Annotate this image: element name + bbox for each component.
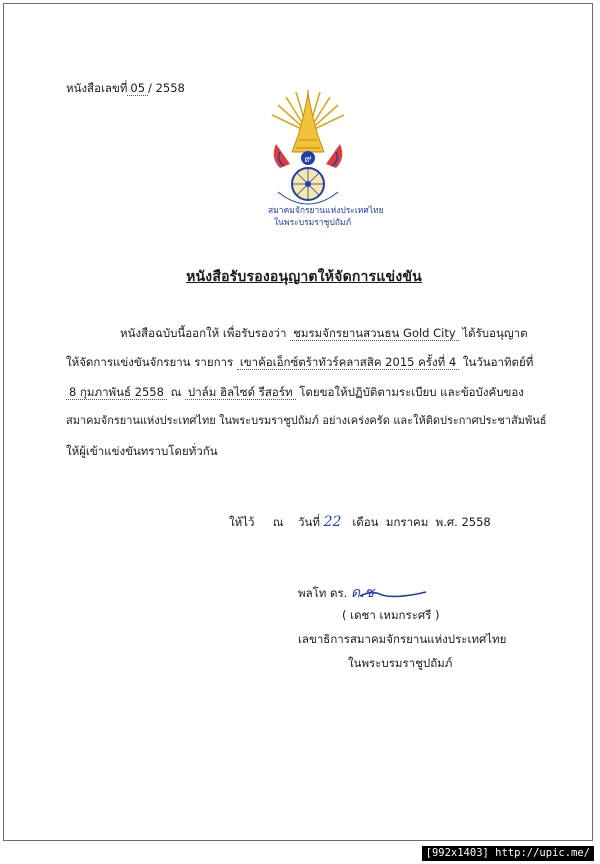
document-page [3,3,593,841]
image-info-bar [422,846,594,861]
body-text: หนังสือฉบับนี้ออกให้ เพื่อรับรองว่า [120,326,287,340]
body-text: ณ [170,385,182,399]
signer-rank: พลโท ดร. [298,586,348,600]
at-label: ณ [272,515,284,529]
body-line-2 [66,355,533,369]
signature-mark: ด.ช [351,585,375,601]
given-label: ให้ไว้ [229,515,255,529]
reference-number-line [66,81,185,95]
signature-stroke [356,588,428,602]
body-line-1 [120,326,528,340]
seal-org-text: สมาคมจักรยานแห่งประเทศไทย [268,206,384,216]
reference-year: / 2558 [148,81,185,95]
body-text: โดยขอให้ปฏิบัติตามระเบียบ และข้อบังคับของ [299,385,524,399]
month-label: เดือน [352,515,379,529]
club-name: ชมรมจักรยานสวนธน Gold City [290,326,459,341]
body-line-3 [66,385,524,399]
month-value: มกราคม [385,515,429,529]
seal-patron-text: ในพระบรมราชูปถัมภ์ [274,218,352,228]
signer-position: เลขาธิการสมาคมจักรยานแห่งประเทศไทย [298,632,507,646]
reference-number: 05 [127,81,148,96]
svg-text:๙: ๙ [304,154,312,165]
body-text: ได้รับอนุญาต [462,326,528,340]
image-info-text: [992x1403] [425,847,489,859]
signer-name: ( เดชา เหมกระศรี ) [342,608,440,622]
handwritten-day: 22 [323,514,342,530]
body-line-4: สมาคมจักรยานแห่งประเทศไทย ในพระบรมราชูปถัมภ์ อย่างเคร่งครัด และให้ติดประกาศประชาสัมพันธ์ [66,414,547,427]
body-text: ให้จัดการแข่งขันจักรยาน รายการ [66,355,234,369]
site-link[interactable]: http://upic.me/ [495,847,590,859]
year-label: พ.ศ. [435,515,458,529]
body-line-5: ให้ผู้เข้าแข่งขันทราบโดยทั่วกัน [66,444,218,458]
date-line [229,515,491,529]
reference-label: หนังสือเลขที่ [66,81,128,95]
event-venue: ปาล์ม ฮิลไซด์ รีสอร์ท [185,385,296,400]
signer-patron: ในพระบรมราชูปถัมภ์ [348,656,453,670]
day-label: วันที่ [298,515,320,529]
event-date: 8 กุมภาพันธ์ 2558 [66,385,167,400]
body-text: ในวันอาทิตย์ที่ [462,355,534,369]
document-title: หนังสือรับรองอนุญาตให้จัดการแข่งขัน [186,269,422,285]
event-name: เขาค้อเอ็กซ์ตร้าทัวร์คลาสสิค 2015 ครั้งที่ 4 [237,355,459,370]
year-value: 2558 [461,515,491,529]
